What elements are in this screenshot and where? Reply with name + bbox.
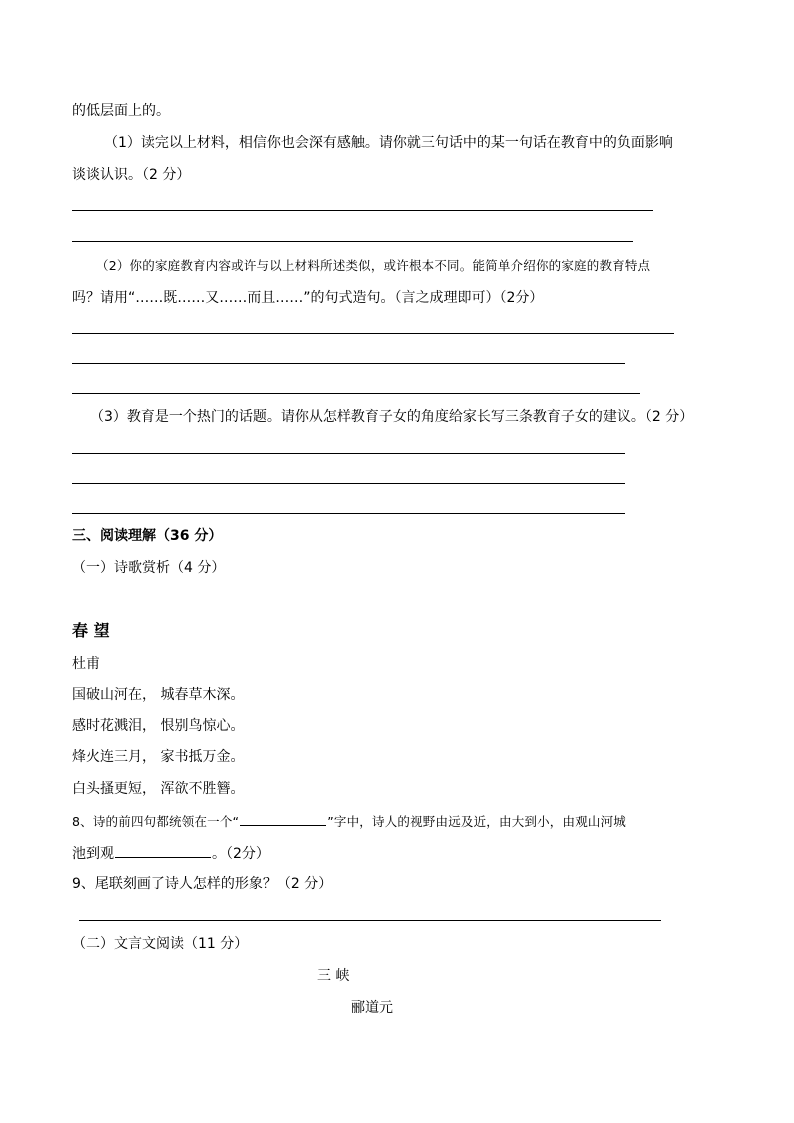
poem-line: 国破山河在， 城春草木深。 xyxy=(72,687,245,703)
answer-line[interactable] xyxy=(72,363,625,364)
poem-line: 感时花溅泪， 恨别鸟惊心。 xyxy=(72,718,245,734)
question-2-line-2: 吗？请用“……既……又……而且……”的句式造句。（言之成理即可）（2分） xyxy=(72,290,544,306)
answer-line[interactable] xyxy=(72,393,640,394)
question-9-line: 9、尾联刻画了诗人怎样的形象？（2 分） xyxy=(72,876,333,892)
answer-line[interactable] xyxy=(79,920,661,921)
section-3-heading: 三、阅读理解（36 分） xyxy=(72,528,223,544)
question-2-line-1: （2）你的家庭教育内容或许与以上材料所述类似，或许根本不同。能简单介绍你的家庭的教育特点 xyxy=(96,258,651,273)
answer-line[interactable] xyxy=(72,333,674,334)
question-8-text-a: 8、诗的前四句都统领在一个“ xyxy=(72,814,240,829)
essay-title: 三 峡 xyxy=(317,968,350,984)
answer-line[interactable] xyxy=(72,241,633,242)
answer-line[interactable] xyxy=(72,210,653,211)
fill-in-blank[interactable] xyxy=(115,843,211,858)
sub-section-2-heading: （二）文言文阅读（11 分） xyxy=(72,936,249,952)
question-8-text-b: ”字中，诗人的视野由远及近，由大到小，由观山河城 xyxy=(327,814,627,829)
poem-line: 烽火连三月， 家书抵万金。 xyxy=(72,749,245,765)
poem-title: 春 望 xyxy=(72,621,110,640)
poem-author: 杜甫 xyxy=(72,656,100,672)
question-8-text-d: 。（2分） xyxy=(212,846,270,862)
question-8-line-2 xyxy=(72,843,270,863)
question-1-line-1: （1）读完以上材料，相信你也会深有感触。请你就三句话中的某一句话在教育中的负面影响 xyxy=(104,135,673,151)
answer-line[interactable] xyxy=(72,453,625,454)
answer-line[interactable] xyxy=(72,513,625,514)
sub-section-1-heading: （一）诗歌赏析（4 分） xyxy=(72,560,226,576)
answer-line[interactable] xyxy=(72,483,625,484)
question-3-line-1: （3）教育是一个热门的话题。请你从怎样教育子女的角度给家长写三条教育子女的建议。（2 分） xyxy=(90,409,694,425)
question-8-text-c: 池到观 xyxy=(72,846,114,862)
fill-in-blank[interactable] xyxy=(240,811,326,826)
question-1-line-2: 谈谈认识。（2 分） xyxy=(72,167,191,183)
essay-author: 郦道元 xyxy=(351,1000,393,1016)
question-8-line-1 xyxy=(72,811,626,831)
poem-line: 白头搔更短， 浑欲不胜簪。 xyxy=(72,781,245,797)
text-line-continuation: 的低层面上的。 xyxy=(72,103,170,119)
